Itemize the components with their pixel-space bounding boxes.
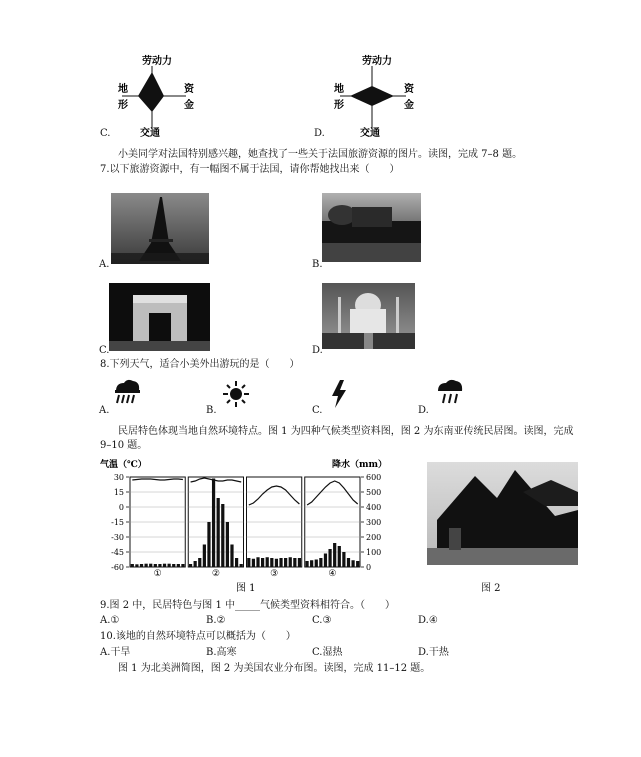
axis-label-terrain-2: 形 <box>118 100 128 111</box>
arc-de-triomphe-photo <box>109 283 210 351</box>
taj-mahal-photo <box>322 283 415 349</box>
right-tick-label: 0 <box>366 563 372 572</box>
precip-bar <box>135 564 138 567</box>
axis-label-capital-1: 资 <box>404 84 414 95</box>
precip-bar <box>293 558 296 567</box>
precip-bar <box>356 561 359 567</box>
precip-bar <box>319 558 322 567</box>
q10-stem: 10.该地的自然环境特点可以概括为（ ） <box>100 631 296 642</box>
precip-bar <box>338 546 341 567</box>
left-tick-label: 15 <box>113 488 124 497</box>
q9-option-d: D.④ <box>418 615 438 626</box>
q10-option-d: D.干热 <box>418 647 449 658</box>
precip-bar <box>189 564 192 567</box>
axis-label-capital-2: 金 <box>404 100 414 111</box>
left-tick-label: 30 <box>113 473 124 482</box>
axis-label-terrain-1: 地 <box>118 84 128 95</box>
palace-photo <box>322 193 421 262</box>
axis-label-terrain-2: 形 <box>334 100 344 111</box>
precip-bar <box>240 564 243 567</box>
q8-option-a: A. <box>99 405 110 416</box>
precip-bar <box>168 564 171 567</box>
sunny-icon <box>222 380 250 408</box>
precip-bar <box>247 558 250 567</box>
left-tick-label: -30 <box>111 533 124 542</box>
precip-bar <box>256 557 259 567</box>
left-axis-label: 气温（℃） <box>100 460 147 470</box>
right-tick-label: 500 <box>366 488 382 497</box>
q7-stem: 7.以下旅游资源中，有一幅图不属于法国，请你帮她找出来（ ） <box>100 164 400 175</box>
precip-bar <box>217 498 220 567</box>
option-c-label: C. <box>100 128 111 139</box>
q9-option-b: B.② <box>206 615 226 626</box>
panel-label: ④ <box>328 569 337 579</box>
left-tick-label: -15 <box>111 518 124 527</box>
precip-bar <box>342 552 345 567</box>
precip-bar <box>226 522 229 567</box>
precip-bar <box>328 549 331 567</box>
q7-option-c: C. <box>99 345 110 356</box>
intro-7-8: 小美同学对法国特别感兴趣，她查找了一些关于法国旅游资源的图片。读图，完成 7–8 题。 <box>118 149 523 160</box>
axis-label-labor: 劳动力 <box>362 56 392 67</box>
right-tick-label: 400 <box>366 503 382 512</box>
precip-bar <box>275 559 278 567</box>
axis-label-transport: 交通 <box>360 128 380 138</box>
panel-label: ① <box>153 569 162 579</box>
q8-option-c: C. <box>312 405 323 416</box>
precip-bar <box>270 558 273 567</box>
climate-panel-3 <box>247 477 302 579</box>
axis-label-terrain-1: 地 <box>334 84 344 95</box>
axis-label-capital-1: 资 <box>184 84 194 95</box>
q7-option-a: A. <box>99 259 110 270</box>
left-tick-label: 0 <box>118 503 124 512</box>
q8-option-d: D. <box>418 405 429 416</box>
precip-bar <box>131 564 134 567</box>
option-d-label: D. <box>314 128 325 139</box>
right-tick-label: 600 <box>366 473 382 482</box>
precip-bar <box>252 559 255 567</box>
panel-label: ② <box>211 569 220 579</box>
axis-label-labor: 劳动力 <box>142 56 172 67</box>
climate-chart <box>96 457 396 595</box>
heavy-rain-icon <box>112 377 142 405</box>
axis-label-transport: 交通 <box>140 128 160 138</box>
precip-bar <box>230 545 233 568</box>
precip-bar <box>284 558 287 567</box>
climate-panel-1 <box>130 477 185 579</box>
radar-diagram-c <box>112 52 202 138</box>
right-tick-label: 100 <box>366 548 382 557</box>
precip-bar <box>315 560 318 568</box>
precip-bar <box>198 558 201 567</box>
eiffel-tower-photo <box>111 193 209 264</box>
q10-option-a: A.干旱 <box>100 647 131 658</box>
precip-bar <box>351 560 354 567</box>
precip-bar <box>289 557 292 567</box>
climate-panel-2 <box>188 477 243 579</box>
q8-option-b: B. <box>206 405 217 416</box>
q10-option-c: C.湿热 <box>312 647 343 658</box>
precip-bar <box>324 554 327 568</box>
q9-option-c: C.③ <box>312 615 332 626</box>
precip-bar <box>279 558 282 567</box>
shower-icon <box>435 377 465 407</box>
figure2-caption: 图 2 <box>481 583 501 594</box>
intro-11-12: 图 1 为北美洲简图，图 2 为美国农业分布图。读图，完成 11–12 题。 <box>118 663 431 674</box>
precip-bar <box>310 560 313 567</box>
q9-option-a: A.① <box>100 615 120 626</box>
precip-bar <box>140 564 143 567</box>
precip-bar <box>194 561 197 567</box>
left-tick-label: -45 <box>111 548 124 557</box>
precip-bar <box>235 558 238 567</box>
intro-9-10-line1: 民居特色体现当地自然环境特点。图 1 为四种气候类型资料图，图 2 为东南亚传统民居图。读图，完成 <box>118 426 574 437</box>
q8-stem: 8.下列天气，适合小美外出游玩的是（ ） <box>100 359 300 370</box>
panel-label: ③ <box>270 569 279 579</box>
right-tick-label: 200 <box>366 533 382 542</box>
precip-bar <box>181 564 184 567</box>
precip-bar <box>266 557 269 567</box>
right-axis-label: 降水（mm） <box>332 460 388 470</box>
left-tick-label: -60 <box>111 563 124 572</box>
right-tick-label: 300 <box>366 518 382 527</box>
precip-bar <box>158 564 161 567</box>
precip-bar <box>298 558 301 567</box>
precip-bar <box>172 564 175 567</box>
precip-bar <box>149 564 152 567</box>
precip-bar <box>163 564 166 567</box>
lightning-icon <box>330 379 348 409</box>
precip-bar <box>221 504 224 567</box>
precip-bar <box>333 543 336 567</box>
precip-bar <box>203 545 206 568</box>
precip-bar <box>212 479 215 568</box>
intro-9-10-line2: 9–10 题。 <box>100 440 148 451</box>
q10-option-b: B.高寒 <box>206 647 237 658</box>
q9-stem: 9.图 2 中，民居特色与图 1 中_____气候类型资料相符合。（ ） <box>100 600 395 611</box>
precip-bar <box>145 564 148 567</box>
stilt-house-photo <box>427 462 578 565</box>
q7-option-d: D. <box>312 345 323 356</box>
precip-bar <box>347 558 350 567</box>
precip-bar <box>305 561 308 567</box>
figure1-caption: 图 1 <box>236 583 256 594</box>
precip-bar <box>261 558 264 567</box>
precip-bar <box>154 564 157 567</box>
axis-label-capital-2: 金 <box>184 100 194 111</box>
climate-panel-4 <box>305 477 360 579</box>
precip-bar <box>207 522 210 567</box>
q7-option-b: B. <box>312 259 323 270</box>
precip-bar <box>177 564 180 567</box>
radar-diagram-d <box>328 52 418 138</box>
